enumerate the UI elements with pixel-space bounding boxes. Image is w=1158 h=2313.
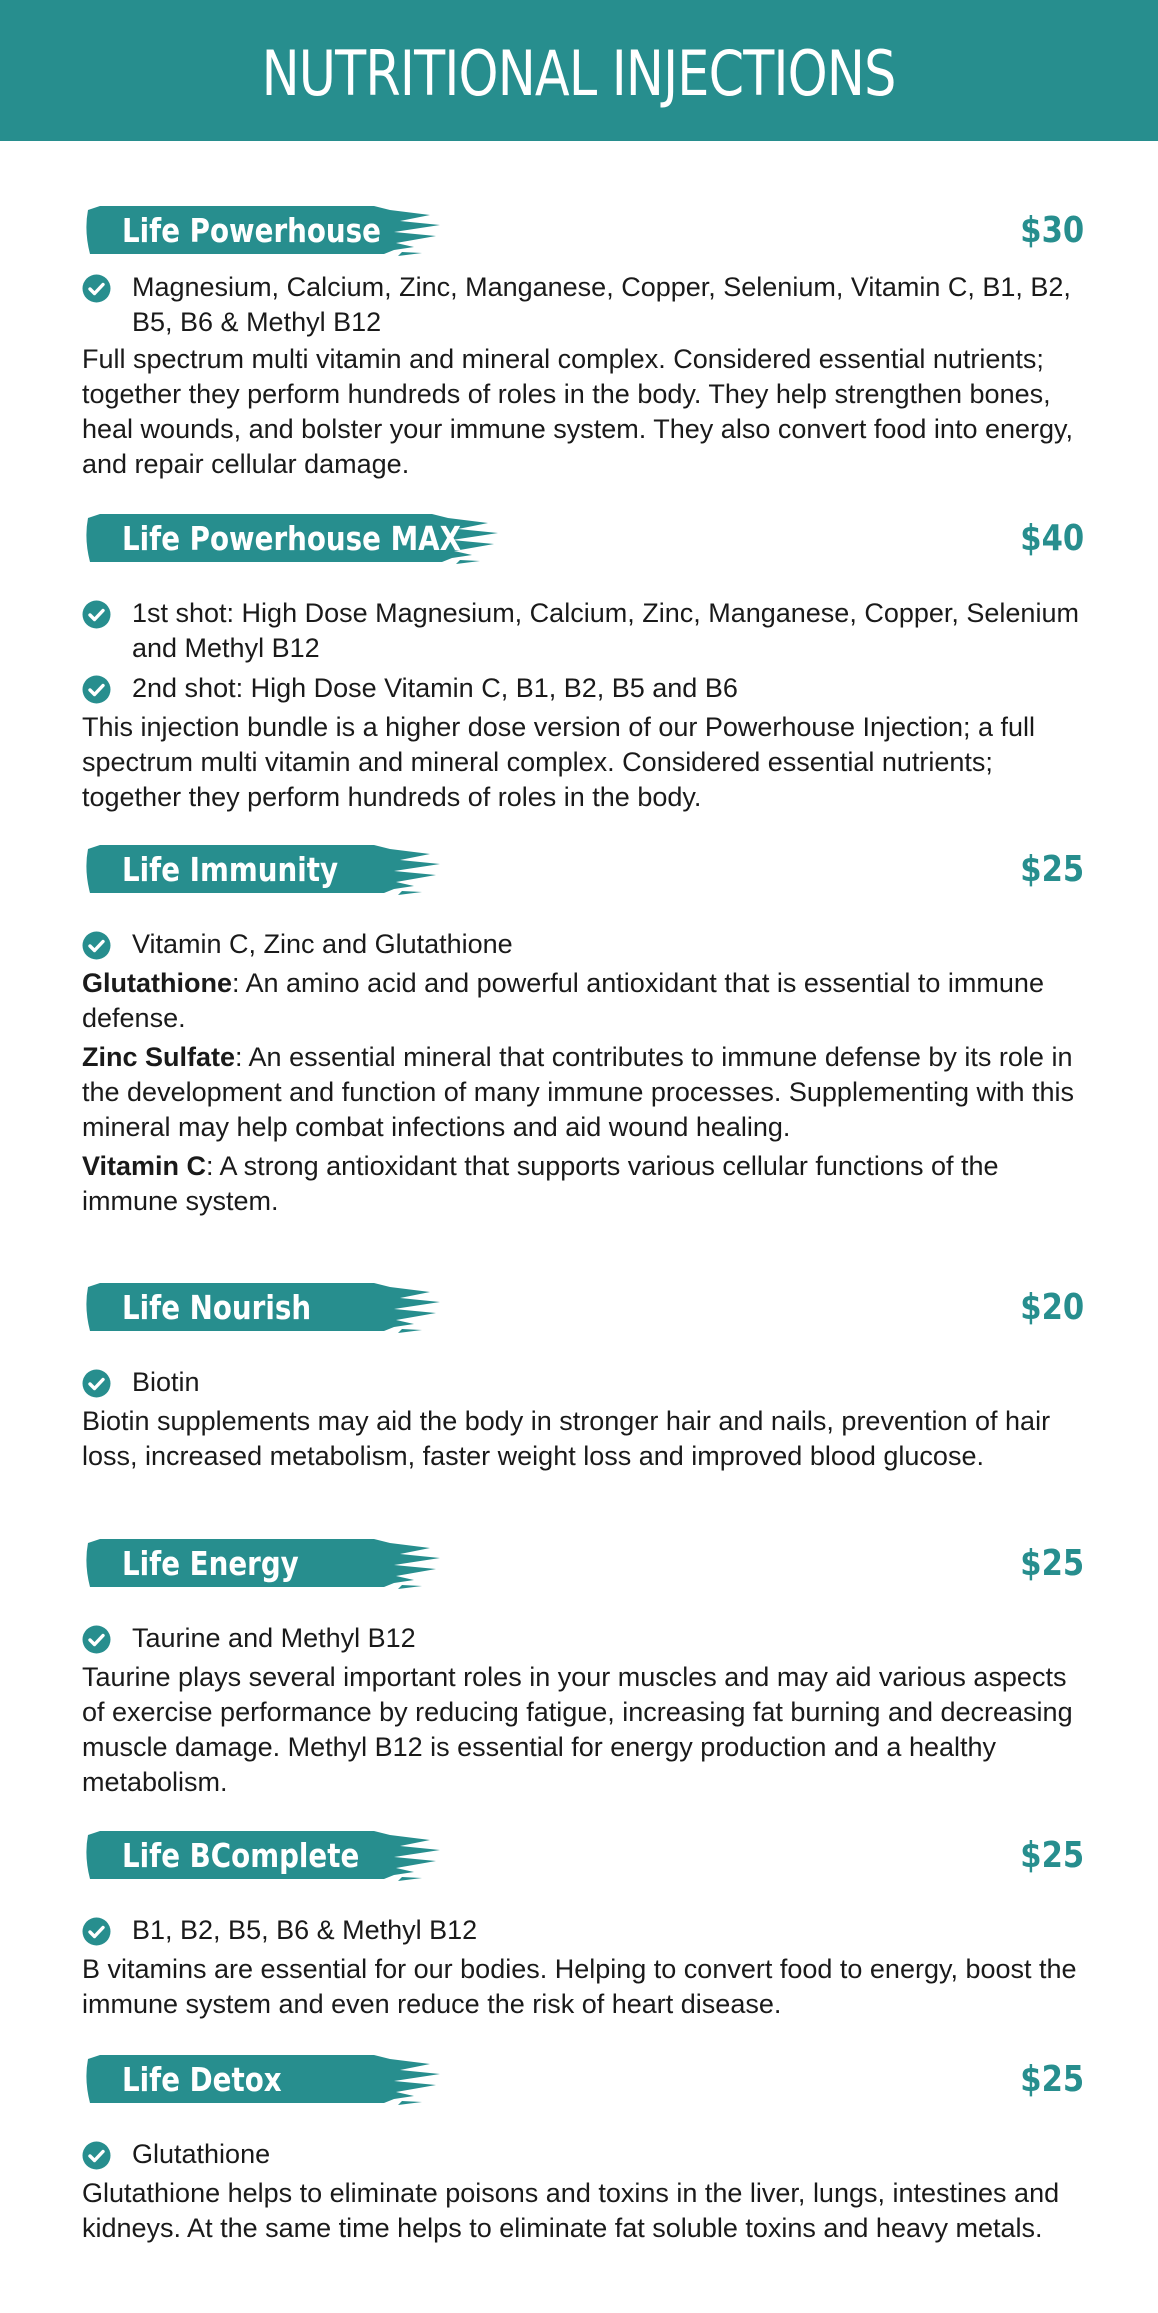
list-item [82,1365,1082,1400]
ingredient-text: 2nd shot: High Dose Vitamin C, B1, B2, B5 and B6 [132,673,738,703]
title-brush-banner [82,1825,444,1887]
section-description [82,1040,1082,1145]
menu-section-life-immunity [82,839,1082,1219]
list-item [82,270,1082,340]
description-lead: Zinc Sulfate [82,1042,236,1072]
section-description [82,966,1082,1036]
section-description [82,342,1082,482]
ingredient-list [82,596,1082,706]
ingredient-text: Vitamin C, Zinc and Glutathione [132,929,513,959]
section-price: $20 [1020,1287,1084,1328]
ingredient-text: Taurine and Methyl B12 [132,1623,416,1653]
ingredient-text: Magnesium, Calcium, Zinc, Manganese, Copper, Selenium, Vitamin C, B1, B2, B5, B6 & Methyl B12 [132,272,1071,337]
title-brush-banner [82,2049,444,2111]
section-description [82,1149,1082,1219]
check-circle-icon [82,1369,111,1398]
description-text: Full spectrum multi vitamin and mineral complex. Considered essential nutrients; together they perform hundreds of roles in the body. They help strengthen bones, heal wounds, and bolster your immune system. They also convert food into energy, and repair cellular damage. [82,344,1074,479]
menu-section-life-powerhouse-max [82,508,1082,815]
title-brush-banner [82,1533,444,1595]
ingredient-text: Glutathione [132,2139,271,2169]
list-item [82,2137,1082,2172]
section-price: $40 [1020,518,1084,559]
description-text: This injection bundle is a higher dose version of our Powerhouse Injection; a full spectrum multi vitamin and mineral complex. Considered essential nutrients; together they perform hundreds of roles in the body. [82,712,1036,812]
list-item [82,671,1082,706]
check-circle-icon [82,931,111,960]
menu-section-life-bcomplete [82,1825,1082,2022]
description-text: Biotin supplements may aid the body in stronger hair and nails, prevention of hair loss, increased metabolism, faster weight loss and improved blood glucose. [82,1406,1051,1471]
description-text: B vitamins are essential for our bodies. Helping to convert food to energy, boost the immune system and even reduce the risk of heart disease. [82,1954,1077,2019]
description-lead: Vitamin C [82,1151,207,1181]
ingredient-text: Biotin [132,1367,200,1397]
section-title-row [82,1533,1082,1595]
description-lead: Glutathione [82,968,232,998]
title-brush-banner [82,200,444,262]
section-title: Life Nourish [122,1288,312,1327]
section-price: $25 [1020,849,1084,890]
section-title-row [82,1277,1082,1339]
ingredient-list [82,270,1082,340]
title-brush-banner [82,839,444,901]
section-title: Life Energy [122,1544,299,1583]
section-price: $25 [1020,2059,1084,2100]
ingredient-list [82,1913,1082,1948]
section-title: Life Detox [122,2060,282,2099]
check-circle-icon [82,274,111,303]
description-text: : An essential mineral that contributes to immune defense by its role in the development and function of many immune processes. Supplementing with this mineral may help combat infections and aid wound healing. [82,1042,1075,1142]
ingredient-list [82,2137,1082,2172]
list-item [82,1913,1082,1948]
section-title-row [82,2049,1082,2111]
page-title: NUTRITIONAL INJECTIONS [262,37,896,110]
check-circle-icon [82,2141,111,2170]
section-title: Life Powerhouse MAX [122,519,461,558]
check-circle-icon [82,675,111,704]
section-title: Life Powerhouse [122,211,381,250]
section-title-row [82,839,1082,901]
check-circle-icon [82,600,111,629]
description-text: Taurine plays several important roles in your muscles and may aid various aspects of exercise performance by reducing fatigue, increasing fat burning and decreasing muscle damage. Methyl B12 is essential for energy production and a healthy metabolism. [82,1662,1073,1797]
section-description [82,1660,1082,1800]
section-description [82,710,1082,815]
ingredient-text: B1, B2, B5, B6 & Methyl B12 [132,1915,478,1945]
ingredient-text: 1st shot: High Dose Magnesium, Calcium, Zinc, Manganese, Copper, Selenium and Methyl B12 [132,598,1079,663]
list-item [82,596,1082,666]
list-item [82,1621,1082,1656]
ingredient-list [82,1365,1082,1400]
section-price: $30 [1020,210,1084,251]
ingredient-list [82,1621,1082,1656]
menu-section-life-energy [82,1533,1082,1800]
section-title: Life Immunity [122,850,339,889]
section-title-row [82,1825,1082,1887]
page-header [0,0,1158,141]
menu-section-life-nourish [82,1277,1082,1474]
description-text: : A strong antioxidant that supports various cellular functions of the immune system. [82,1151,999,1216]
section-title-row [82,200,1082,262]
list-item [82,927,1082,962]
menu-section-life-powerhouse [82,200,1082,482]
description-text: : An amino acid and powerful antioxidant that is essential to immune defense. [82,968,1044,1033]
section-price: $25 [1020,1543,1084,1584]
section-title-row [82,508,1082,570]
section-title: Life BComplete [122,1836,360,1875]
menu-section-life-detox [82,2049,1082,2246]
title-brush-banner [82,1277,444,1339]
check-circle-icon [82,1917,111,1946]
section-description [82,1404,1082,1474]
section-description [82,2176,1082,2246]
section-price: $25 [1020,1835,1084,1876]
title-brush-banner [82,508,502,570]
section-description [82,1952,1082,2022]
check-circle-icon [82,1625,111,1654]
ingredient-list [82,927,1082,962]
description-text: Glutathione helps to eliminate poisons and toxins in the liver, lungs, intestines and kidneys. At the same time helps to eliminate fat soluble toxins and heavy metals. [82,2178,1060,2243]
